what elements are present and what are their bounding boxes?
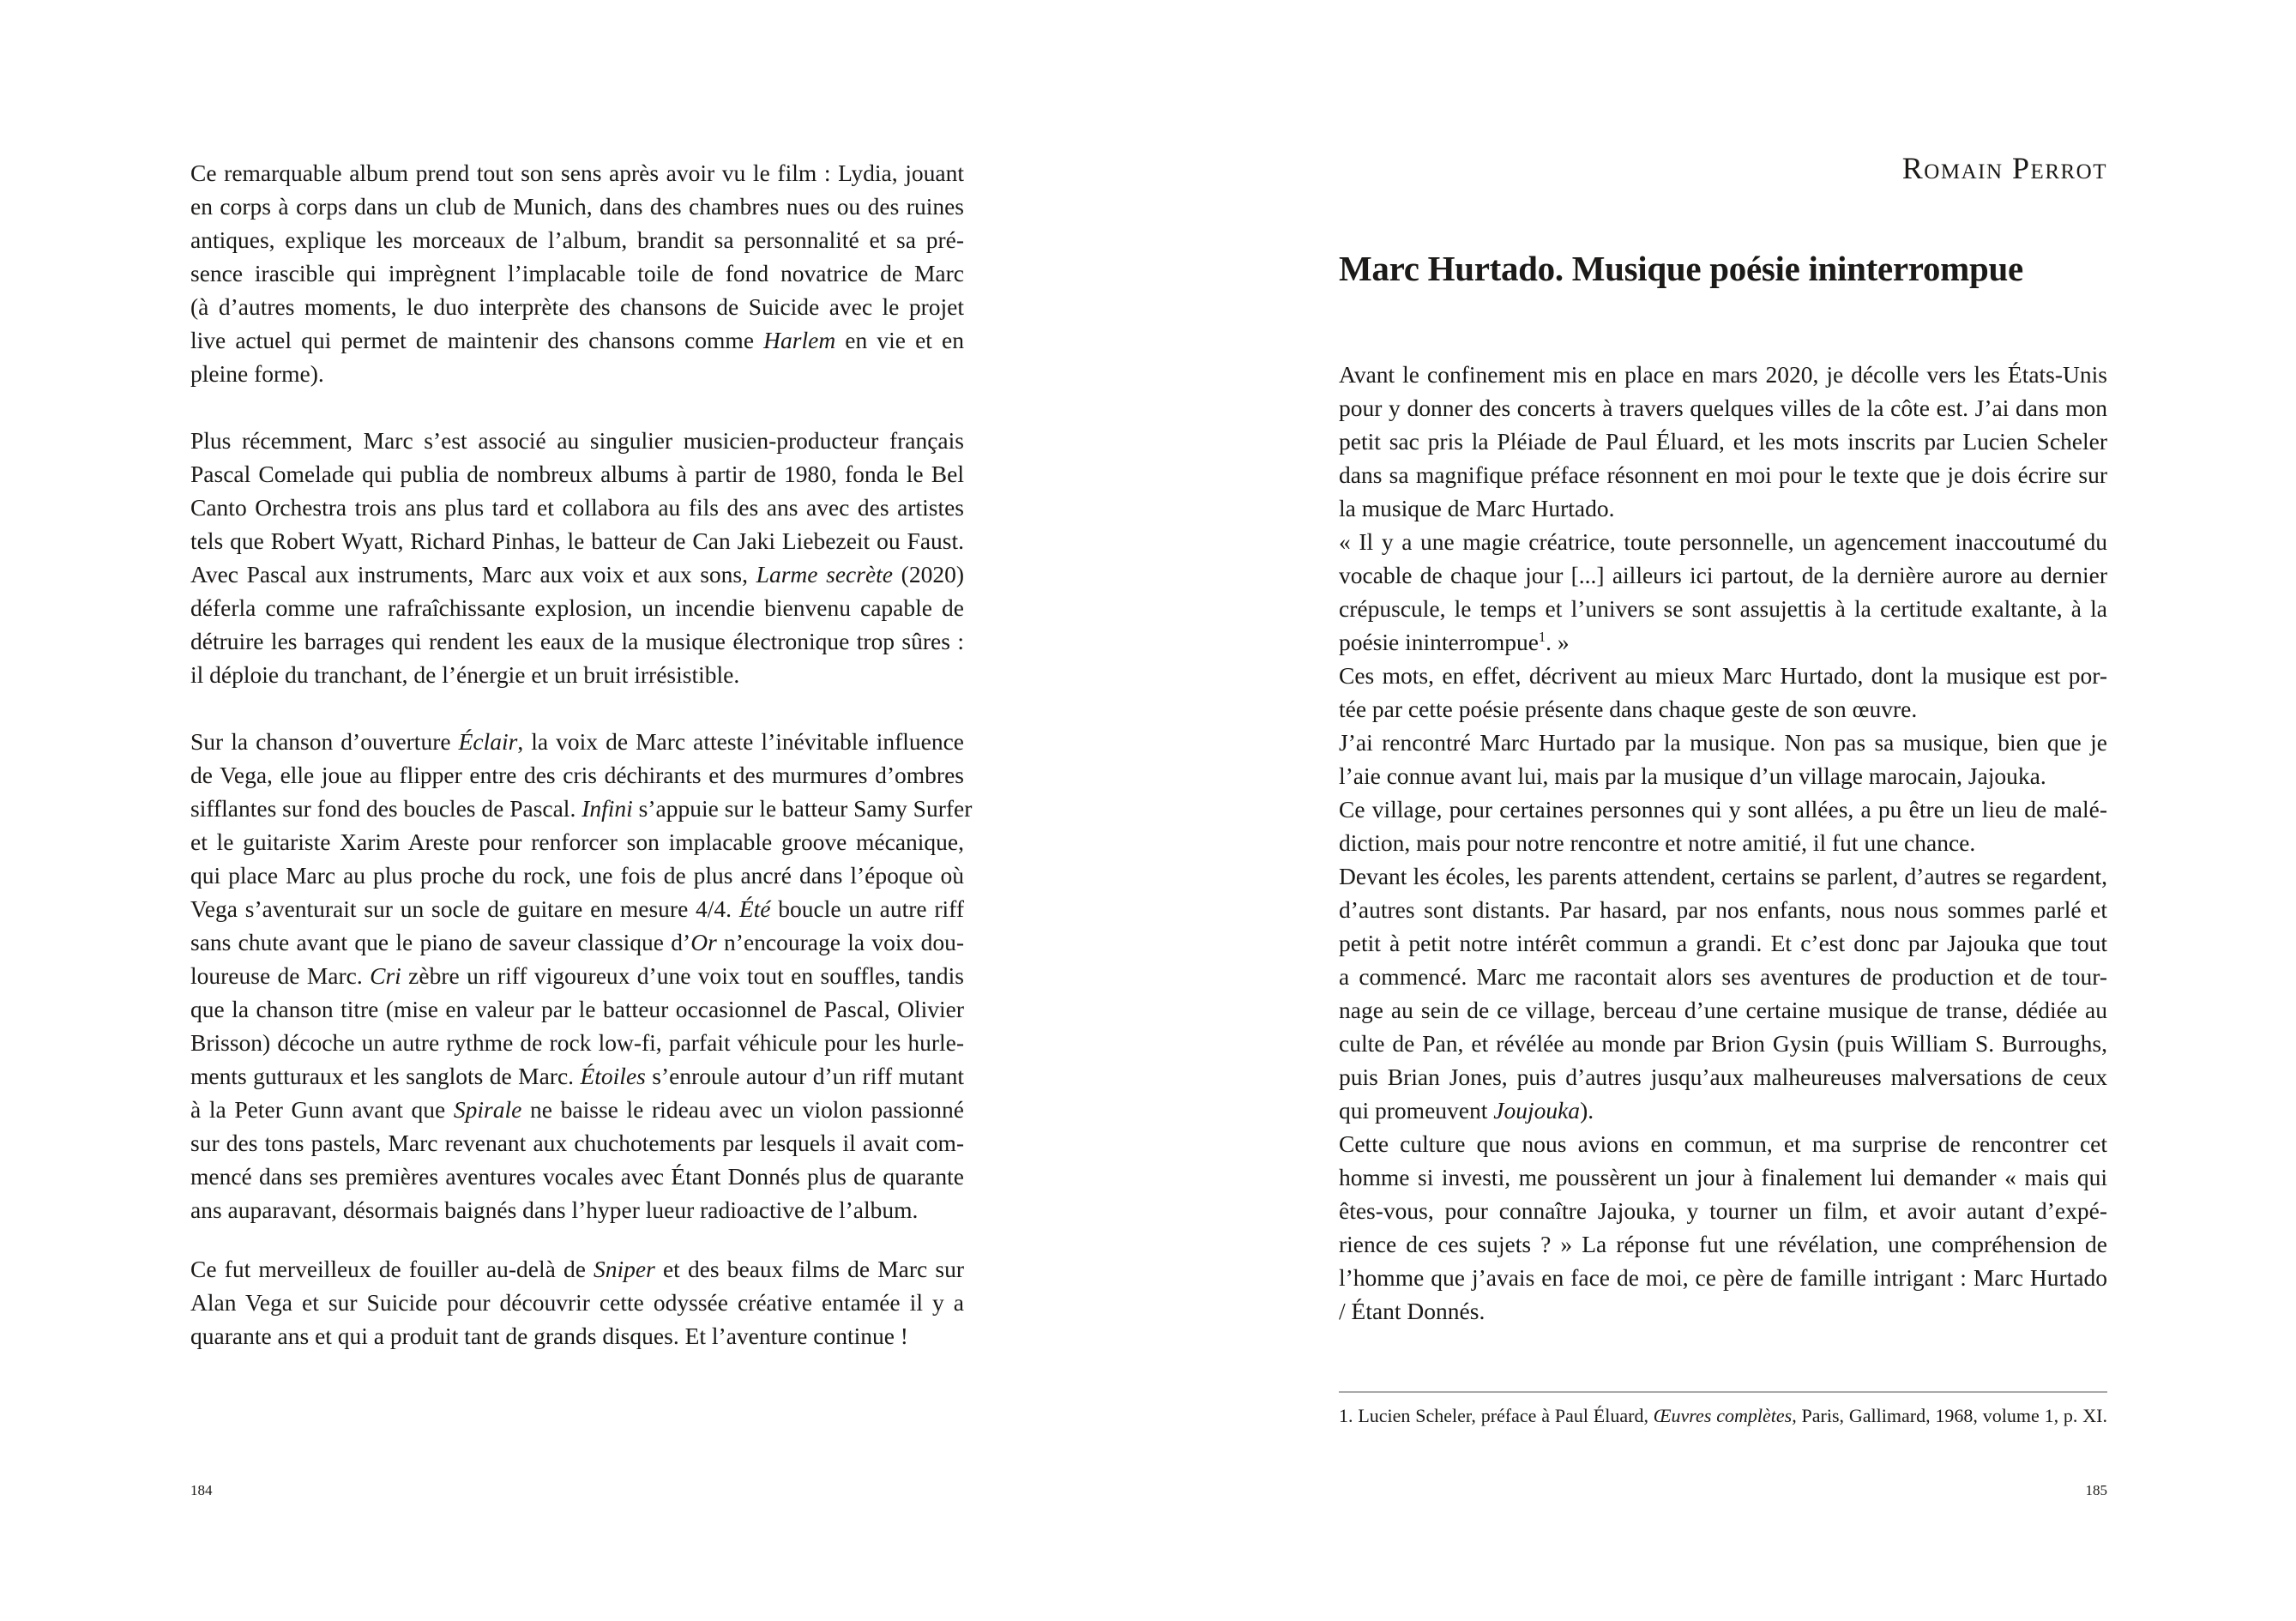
text-line: quarante ans et qui a produit tant de grands disques. Et l’aventure continue ! [190,1323,908,1349]
text-line: Alan Vega et sur Suicide pour découvrir cette odyssée créative entamée il y a [190,1289,964,1316]
footnote-reference[interactable]: 1 [1538,628,1546,645]
text-line: dans sa magnifique préface résonnent en moi pour le texte que je dois écrire sur [1339,461,2107,488]
text-line: Ce fut merveilleux de fouiller au-delà de Sniper et des beaux films de Marc sur [190,1256,964,1282]
paragraph [190,156,964,390]
text-line: diction, mais pour notre rencontre et notre amitié, il fut une chance. [1339,829,1976,856]
text-line: en corps à corps dans un club de Munich, dans des chambres nues ou des ruines [190,193,964,220]
italic-title: Sniper [594,1256,655,1282]
page-number-right: 185 [2085,1482,2107,1498]
text-line: Ces mots, en effet, décrivent au mieux Marc Hurtado, dont la musique est por- [1339,662,2107,689]
text-line: à la Peter Gunn avant que Spirale ne baisse le rideau avec un violon passionné [190,1096,964,1123]
text-line: / Étant Donnés. [1339,1298,1485,1324]
text-line: que la chanson titre (mise en valeur par le batteur occasionnel de Pascal, Olivier [190,996,964,1022]
text-line: Ce remarquable album prend tout son sens après avoir vu le film : Lydia, jouant [190,160,964,186]
text-line: crépuscule, le temps et l’univers se sont assujettis à la certitude exaltante, à la [1339,595,2107,622]
text-line: « Il y a une magie créatrice, toute personnelle, un agencement inaccoutumé du [1339,528,2107,555]
text-line: vocable de chaque jour [...] ailleurs ici partout, de la dernière aurore au dernier [1339,562,2107,588]
text-line: puis Brian Jones, puis d’autres jusqu’aux malheureuses malversations de ceux [1339,1064,2107,1090]
text-line: ments gutturaux et les sanglots de Marc. Étoiles s’enroule autour d’un riff mutant [190,1063,964,1089]
text-line: loureuse de Marc. Cri zèbre un riff vigoureux d’une voix tout en souffles, tandis [190,962,964,989]
chapter-title: Marc Hurtado. Musique poésie ininterrompue [1339,249,2023,288]
text-line: Vega s’aventurait sur un socle de guitare en mesure 4/4. Été boucle un autre riff [190,895,964,922]
text-line: êtes-vous, pour connaître Jajouka, y tourner un film, et avoir autant d’expé- [1339,1197,2107,1224]
footnote-separator [1339,1391,2107,1393]
text-line: détruire les barrages qui rendent les eaux de la musique électronique trop sûres : [190,628,964,654]
text-line: Canto Orchestra trois ans plus tard et collabora au fils des ans avec des artistes [190,494,964,521]
right-page [1148,0,2296,1621]
text-line: Brisson) décoche un autre rythme de rock low-fi, parfait véhicule pour les hurle- [190,1029,964,1056]
text-line: l’aie connue avant lui, mais par la musique d’un village marocain, Jajouka. [1339,762,2046,789]
text-line: ans auparavant, désormais baignés dans l’hyper lueur radioactive de l’album. [190,1196,919,1223]
italic-title: Étoiles [580,1063,646,1089]
text-line: culte de Pan, et révélée au monde par Brion Gysin (puis William S. Burroughs, [1339,1030,2107,1057]
text-line: l’homme que j’avais en face de moi, ce père de famille intrigant : Marc Hurtado [1339,1264,2107,1291]
text-line: Devant les écoles, les parents attendent, certains se parlent, d’autres se regardent, [1339,863,2107,889]
text-line: Sur la chanson d’ouverture Éclair, la voix de Marc atteste l’inévitable influence [190,728,964,755]
page-number-left: 184 [190,1482,213,1498]
text-line: déferla comme une rafraîchissante explosion, un incendie bienvenu capable de [190,594,964,621]
text-line: antiques, explique les morceaux de l’album, brandit sa personnalité et sa pré- [190,226,964,253]
text-line: rience de ces sujets ? » La réponse fut une révélation, une compréhension de [1339,1231,2107,1257]
text-line: sans chute avant que le piano de saveur classique d’Or n’encourage la voix dou- [190,929,964,955]
text-line: a commencé. Marc me racontait alors ses aventures de production et de tour- [1339,963,2107,990]
text-line: qui place Marc au plus proche du rock, une fois de plus ancré dans l’époque où [190,862,964,889]
text-line: tels que Robert Wyatt, Richard Pinhas, le batteur de Can Jaki Liebezeit ou Faust. [190,527,964,554]
paragraph [190,424,964,691]
text-line: live actuel qui permet de maintenir des chansons comme Harlem en vie et en [190,327,964,353]
italic-title: Cri [370,962,401,989]
text-line: J’ai rencontré Marc Hurtado par la musique. Non pas sa musique, bien que je [1339,729,2107,756]
paragraph [190,725,973,1226]
italic-title: Éclair [458,728,518,755]
chapter-body [1339,358,2107,1328]
text-line: d’autres sont distants. Par hasard, par nos enfants, nous nous sommes parlé et [1339,896,2107,923]
text-line: Avec Pascal aux instruments, Marc aux voix et aux sons, Larme secrète (2020) [190,561,964,588]
text-line: Pascal Comelade qui publia de nombreux albums à partir de 1980, fonda le Bel [190,461,964,487]
text-line: nage au sein de ce village, berceau d’une certaine musique de transe, dédiée au [1339,997,2107,1023]
text-line: Plus récemment, Marc s’est associé au singulier musicien-producteur français [190,427,964,454]
italic-title: Harlem [763,327,836,353]
text-line: petit à petit notre intérêt commun a grandi. Et c’est donc par Jajouka que tout [1339,930,2107,956]
text-line: et le guitariste Xarim Areste pour renforcer son implacable groove mécanique, [190,829,964,855]
text-line: la musique de Marc Hurtado. [1339,495,1615,521]
text-line: sifflantes sur fond des boucles de Pascal. Infini s’appuie sur le batteur Samy Surfer [190,795,973,822]
text-line: sence irascible qui imprègnent l’implacable toile de fond novatrice de Marc [190,260,964,286]
text-line: tée par cette poésie présente dans chaque geste de son œuvre. [1339,696,1918,722]
text-line: qui promeuvent Joujouka). [1339,1097,1594,1124]
text-line: Ce village, pour certaines personnes qui y sont allées, a pu être un lieu de malé- [1339,796,2107,823]
paragraph [190,1252,964,1353]
footnote: 1. Lucien Scheler, préface à Paul Éluard, Œuvres complètes, Paris, Gallimard, 1968, volume 1, p. XI. [1339,1405,2107,1426]
italic-title: Or [690,929,717,955]
italic-title: Larme secrète [756,561,894,588]
text-line: (à d’autres moments, le duo interprète des chansons de Suicide avec le projet [190,293,964,320]
italic-title: Joujouka [1493,1097,1581,1124]
text-line: de Vega, elle joue au flipper entre des cris déchirants et des murmures d’ombres [190,762,964,788]
text-line: pleine forme). [190,360,324,387]
text-line: sur des tons pastels, Marc revenant aux chuchotements par lesquels il avait com- [190,1130,964,1156]
text-line: homme si investi, me poussèrent un jour à finalement lui demander « mais qui [1339,1164,2107,1190]
italic-title: Été [738,895,771,922]
text-line: pour y donner des concerts à travers quelques villes de la côte est. J’ai dans mon [1339,395,2107,421]
text-line: Cette culture que nous avions en commun, et ma surprise de rencontrer cet [1339,1130,2107,1157]
text-line: poésie ininterrompue$^1$. » [1339,628,1570,655]
text-line: Avant le confinement mis en place en mars 2020, je décolle vers les États-Unis [1339,361,2107,388]
italic-title: Spirale [453,1096,522,1123]
running-head-author: Romain Perrot [1901,151,2107,185]
italic-title: Œuvres complètes [1653,1405,1793,1426]
text-line: petit sac pris la Pléiade de Paul Éluard, et les mots inscrits par Lucien Scheler [1339,428,2107,455]
italic-title: Infini [582,795,633,822]
text-line: mencé dans ses premières aventures vocales avec Étant Donnés plus de quarante [190,1163,964,1190]
text-line: il déploie du tranchant, de l’énergie et un bruit irrésistible. [190,661,740,688]
